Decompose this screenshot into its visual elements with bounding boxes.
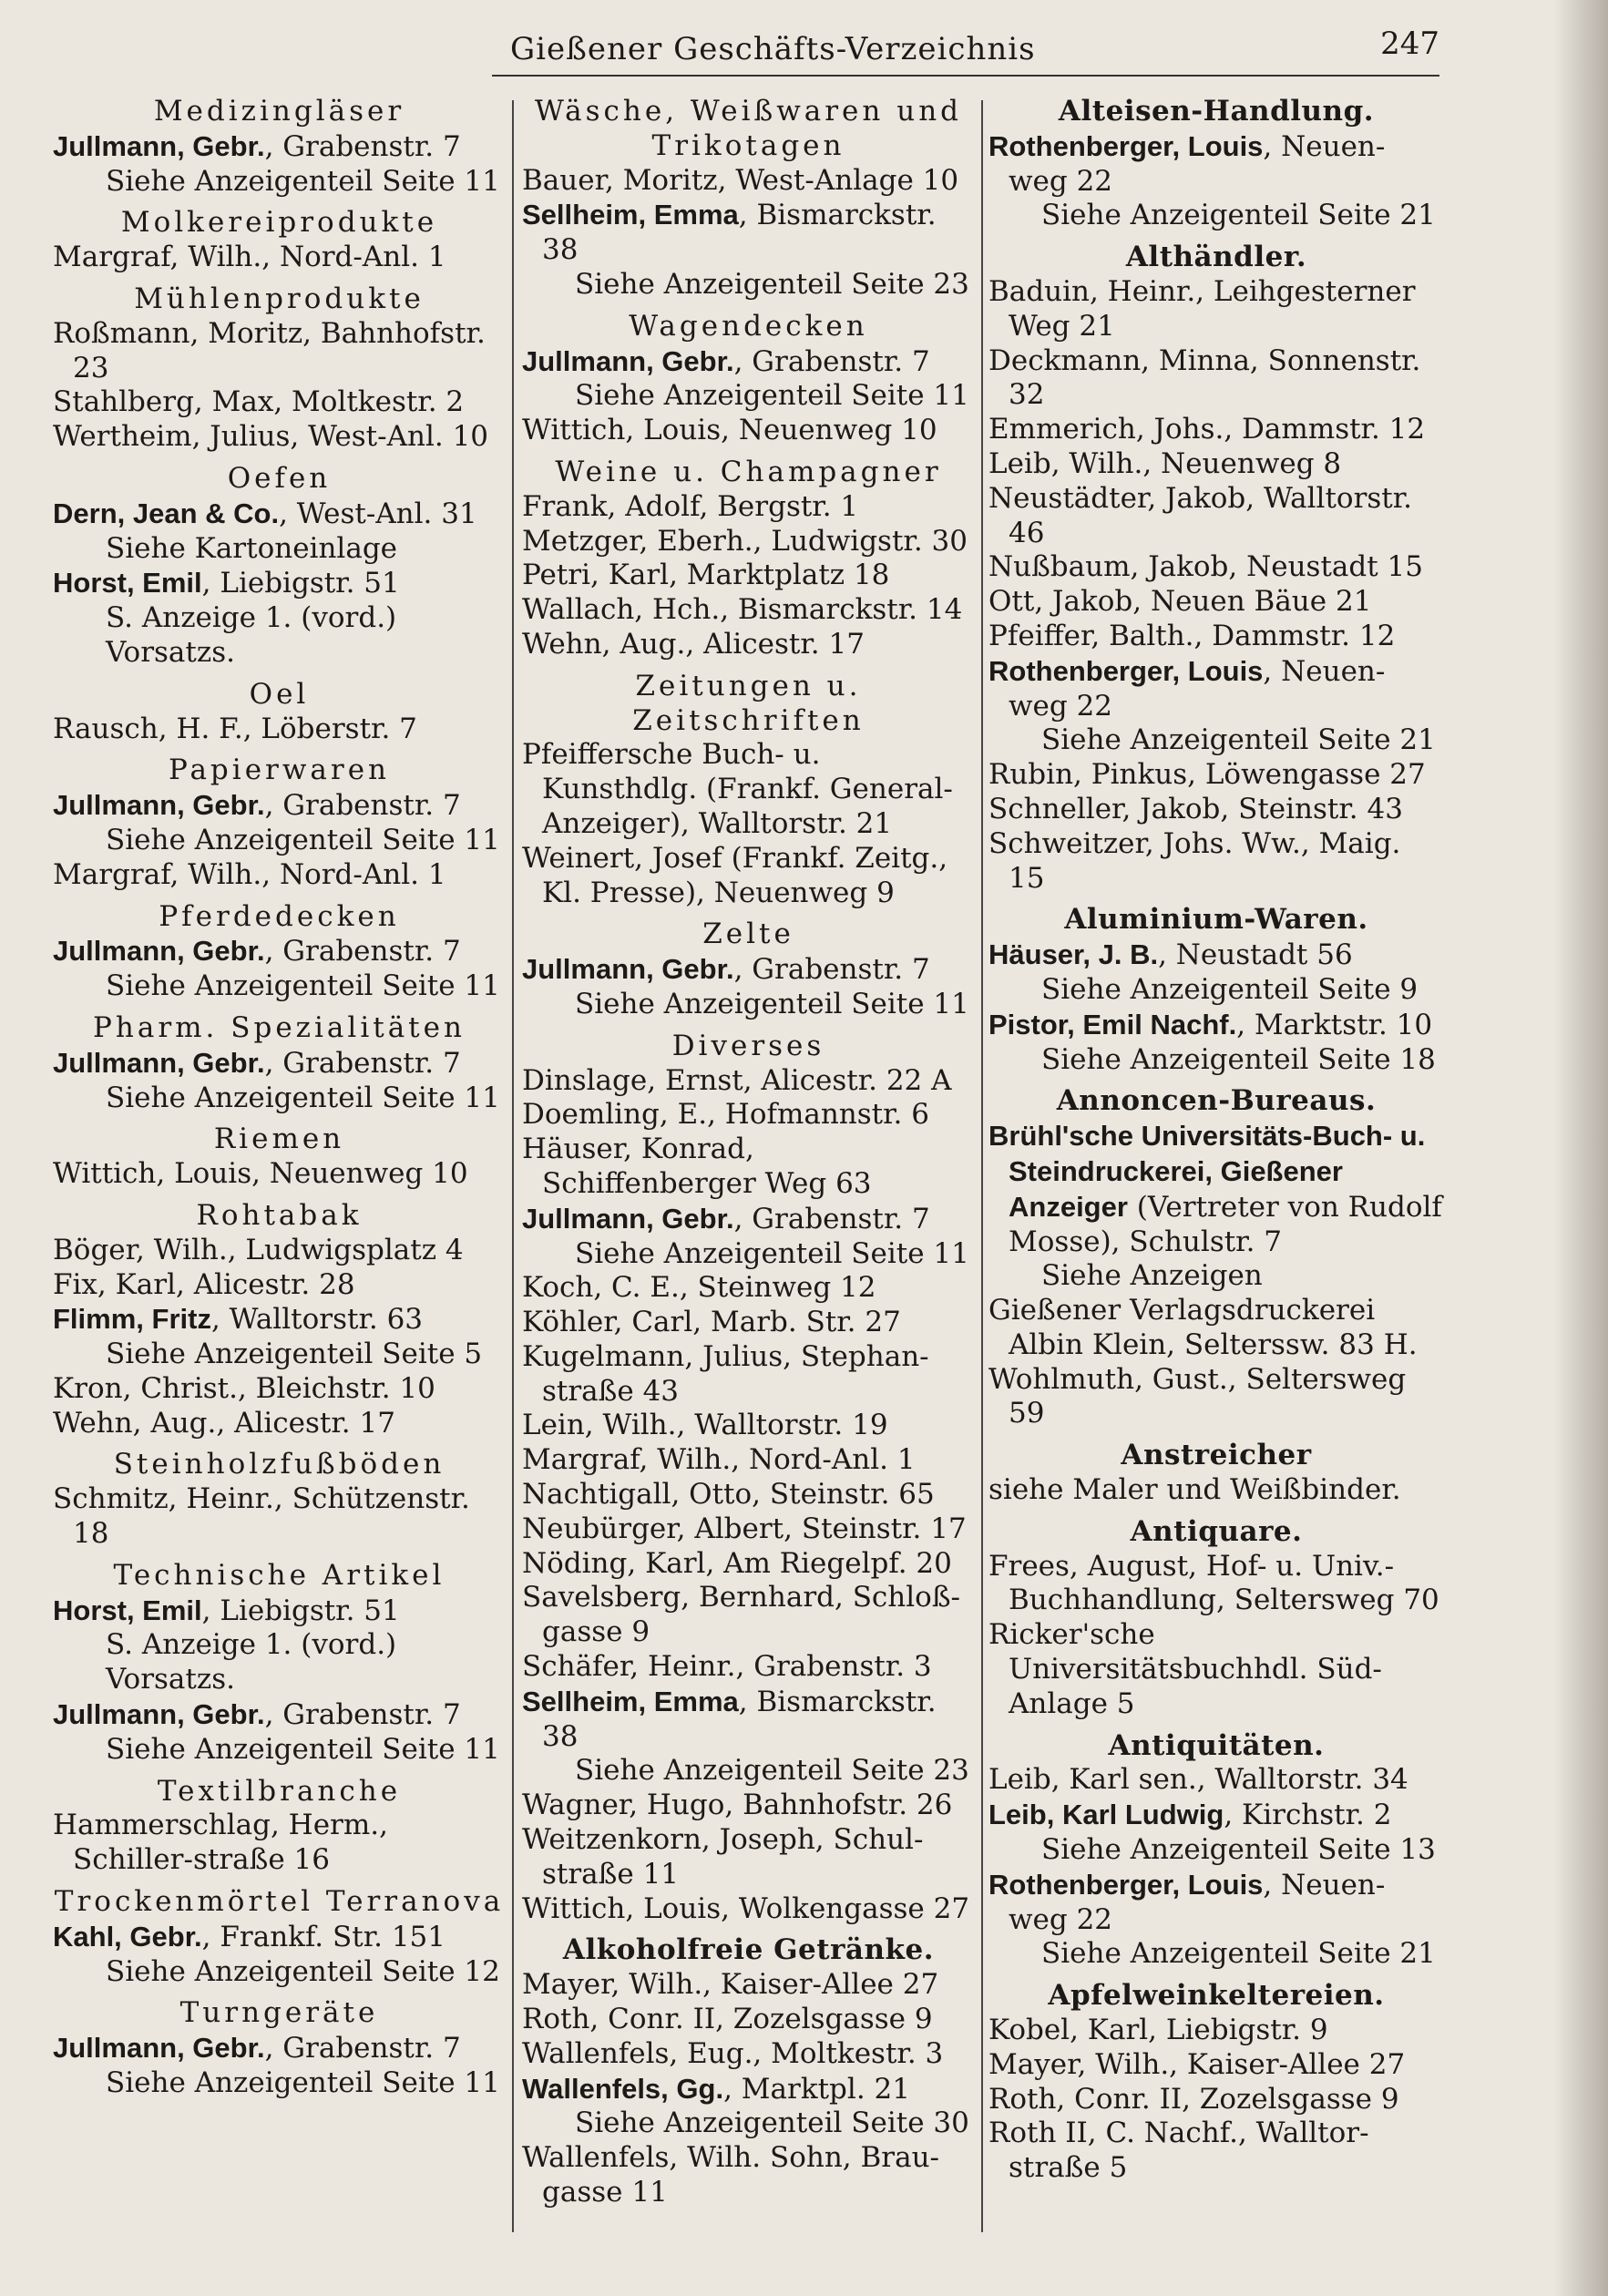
entry-text: Kron, Christ., Bleichstr. 10: [53, 1371, 435, 1405]
entry-name-bold: Jullmann, Gebr.: [53, 1698, 265, 1731]
directory-entry: [522, 1892, 975, 1927]
directory-entry: [522, 164, 975, 199]
entry-name-bold: Dern, Jean & Co.: [53, 497, 280, 529]
entry-text: , Grabenstr. 7: [264, 2032, 461, 2065]
directory-entry: [522, 1133, 975, 1202]
directory-entry: [53, 385, 506, 420]
entry-name-bold: Häuser, J. B.: [988, 938, 1159, 971]
directory-section: [53, 678, 506, 747]
directory-section: [522, 95, 975, 302]
directory-entry: [522, 2141, 975, 2210]
directory-entry: [522, 1968, 975, 2003]
entry-note: S. Anzeige 1. (vord.) Vorsatzs.: [106, 601, 397, 669]
entry-text: Schweitzer, Johs. Ww., Maig. 15: [988, 826, 1401, 895]
directory-entry: [522, 414, 975, 448]
column-divider: [512, 100, 514, 2232]
entry-note: Siehe Anzeigenteil Seite 21: [1041, 199, 1436, 232]
entry-note: S. Anzeige 1. (vord.) Vorsatzs.: [106, 1628, 397, 1696]
entry-text: Schneller, Jakob, Steinstr. 43: [988, 792, 1403, 825]
directory-section: [53, 206, 506, 275]
entry-name-bold: Flimm, Fritz: [53, 1303, 211, 1336]
directory-section: [53, 1199, 506, 1441]
directory-entry: [988, 758, 1444, 793]
directory-entry: [988, 585, 1444, 620]
directory-section: [988, 903, 1444, 1077]
entry-text: Petri, Karl, Marktplatz 18: [522, 559, 890, 592]
entry-text: , Neuen-weg 22: [1009, 654, 1386, 723]
entry-note: Siehe Anzeigenteil Seite 30: [575, 2106, 969, 2140]
entry-text: Wittich, Louis, Neuenweg 10: [53, 1157, 468, 1191]
section-heading: Wagendecken: [629, 309, 868, 343]
entry-text: Wittich, Louis, Neuenweg 10: [522, 414, 937, 447]
entry-text: , Neuen-weg 22: [1009, 1868, 1386, 1936]
directory-entry: [53, 566, 506, 601]
directory-entry: [53, 1482, 506, 1552]
entry-text: Leib, Karl sen., Walltorstr. 34: [988, 1763, 1408, 1797]
entry-text: , Grabenstr. 7: [733, 1202, 930, 1235]
directory-section: [53, 1122, 506, 1192]
directory-entry: [522, 1650, 975, 1685]
entry-text: Margraf, Wilh., Nord-Anl. 1: [53, 857, 446, 891]
entry-text: , Marktstr. 10: [1236, 1008, 1433, 1041]
section-heading: Trockenmörtel Terranova: [54, 1885, 505, 1919]
directory-entry: [988, 654, 1444, 724]
directory-section: [53, 462, 506, 671]
entry-text: Kobel, Karl, Liebigstr. 9: [988, 2014, 1328, 2047]
entry-text: Baduin, Heinr., Leihgesterner Weg 21: [988, 274, 1416, 343]
directory-section: [522, 456, 975, 662]
entry-name-bold: Jullmann, Gebr.: [53, 935, 265, 968]
section-heading: Molkereiprodukte: [120, 206, 438, 240]
directory-entry: [53, 241, 506, 275]
page-header: [510, 26, 1439, 80]
entry-text: , Neuen-weg 22: [1009, 129, 1386, 198]
entry-text: , Kirchstr. 2: [1224, 1799, 1392, 1832]
entry-text: Wehn, Aug., Alicestr. 17: [522, 627, 865, 661]
entry-text: Roth, Conr. II, Zozelsgasse 9: [988, 2082, 1399, 2116]
entry-text: Schäfer, Heinr., Grabenstr. 3: [522, 1650, 932, 1684]
directory-entry: [53, 1407, 506, 1441]
directory-section: [988, 95, 1444, 233]
entry-name-bold: Jullmann, Gebr.: [53, 789, 265, 822]
directory-section: [53, 282, 506, 455]
entry-name-bold: Sellheim, Emma: [522, 199, 739, 231]
section-heading: Pferdedecken: [159, 899, 400, 933]
entry-name-bold: Kahl, Gebr.: [53, 1920, 202, 1953]
entry-text: , Grabenstr. 7: [264, 1698, 461, 1732]
directory-entry: [53, 1234, 506, 1268]
section-heading: Alkoholfreie Getränke.: [562, 1933, 935, 1967]
section-heading: Rohtabak: [196, 1198, 363, 1232]
directory-entry: [522, 1271, 975, 1306]
entry-note: Siehe Anzeigenteil Seite 11: [106, 969, 500, 1003]
column-2: [522, 95, 975, 2263]
entry-text: Wallenfels, Eug., Moltkestr. 3: [522, 2036, 944, 2070]
directory-entry: [522, 525, 975, 559]
directory-entry: [53, 934, 506, 969]
directory-entry: [522, 738, 975, 841]
directory-entry: [53, 858, 506, 893]
entry-text: Weinert, Josef (Frankf. Zeitg., Kl. Presse), Neuenweg 9: [522, 841, 948, 909]
entry-text: Roth II, C. Nachf., Walltor-straße 5: [988, 2117, 1369, 2185]
entry-text: Köhler, Carl, Marb. Str. 27: [522, 1306, 901, 1339]
entry-text: Neustädter, Jakob, Walltorstr. 46: [988, 481, 1413, 549]
directory-entry: [522, 1581, 975, 1650]
entry-text: Nöding, Karl, Am Riegelpf. 20: [522, 1546, 952, 1580]
entry-note: Siehe Anzeigenteil Seite 12: [106, 1954, 500, 1988]
entry-text: Deckmann, Minna, Sonnenstr. 32: [988, 343, 1421, 412]
directory-entry: [53, 129, 506, 165]
section-heading: Medizingläser: [153, 95, 405, 128]
directory-entry: [53, 788, 506, 824]
directory-section: [53, 95, 506, 199]
entry-name-bold: Sellheim, Emma: [522, 1685, 739, 1717]
directory-entry: [53, 1920, 506, 1955]
column-1: [53, 95, 506, 2263]
entry-text: Pfeiffersche Buch- u. Kunsthdlg. (Frankf. General-Anzeiger), Walltorstr. 21: [522, 738, 953, 840]
entry-note: Siehe Anzeigenteil Seite 23: [575, 1754, 969, 1788]
entry-note: Siehe Anzeigenteil Seite 11: [106, 1081, 500, 1114]
directory-entry: [988, 793, 1444, 827]
directory-entry: [988, 827, 1444, 897]
entry-text: Gießener Verlagsdruckerei Albin Klein, Selterssw. 83 H.: [988, 1294, 1418, 1361]
directory-section: [988, 1084, 1444, 1431]
section-heading: Weine u. Champagner: [555, 455, 942, 488]
entry-text: Rausch, H. F., Löberstr. 7: [53, 712, 417, 745]
entry-text: , Frankf. Str. 151: [201, 1920, 446, 1953]
section-heading: Turngeräte: [179, 1996, 379, 2030]
directory-entry: [522, 952, 975, 988]
section-heading: Oel: [249, 677, 310, 711]
entry-text: Wertheim, Julius, West-Anl. 10: [53, 420, 489, 454]
entry-text: Ricker'sche Universitätsbuchhdl. Süd-Anlage 5: [988, 1618, 1382, 1720]
entry-text: Doemling, E., Hofmannstr. 6: [522, 1098, 929, 1132]
entry-text: Stahlberg, Max, Moltkestr. 2: [53, 385, 465, 419]
entry-name-bold: Jullmann, Gebr.: [53, 1046, 265, 1079]
entry-text: , Grabenstr. 7: [733, 953, 930, 987]
entry-text: Mayer, Wilh., Kaiser-Allee 27: [522, 1968, 939, 2002]
entry-text: Roth, Conr. II, Zozelsgasse 9: [522, 2003, 933, 2036]
directory-entry: [522, 1685, 975, 1755]
entry-text: Schmitz, Heinr., Schützenstr. 18: [53, 1482, 470, 1551]
entry-note: Siehe Anzeigenteil Seite 23: [575, 267, 969, 301]
section-heading: Apfelweinkeltereien.: [1048, 1979, 1385, 2013]
directory-entry: [988, 275, 1444, 344]
directory-entry: [988, 2083, 1444, 2117]
directory-section: [522, 310, 975, 448]
directory-entry: [522, 2037, 975, 2072]
entry-note: Siehe Anzeigenteil Seite 11: [575, 379, 969, 413]
entry-text: Nachtigall, Otto, Steinstr. 65: [522, 1478, 935, 1512]
directory-entry: [53, 1697, 506, 1733]
entry-name-bold: Jullmann, Gebr.: [522, 1202, 734, 1235]
header-rule: [492, 75, 1439, 77]
entry-text: Wehn, Aug., Alicestr. 17: [53, 1406, 395, 1440]
entry-text: Pfeiffer, Balth., Dammstr. 12: [988, 619, 1396, 652]
section-heading: Anstreicher: [1121, 1439, 1312, 1472]
directory-entry: [522, 842, 975, 911]
entry-text: , West-Anl. 31: [279, 497, 477, 530]
entry-name-bold: Rothenberger, Louis: [988, 654, 1264, 687]
directory-section: [53, 1559, 506, 1768]
entry-text: Mayer, Wilh., Kaiser-Allee 27: [988, 2047, 1406, 2081]
entry-note: Siehe Kartoneinlage: [106, 531, 398, 565]
directory-entry: [988, 413, 1444, 447]
directory-entry: [522, 1098, 975, 1133]
entry-name-bold: Pistor, Emil Nachf.: [988, 1008, 1237, 1040]
directory-entry: [522, 1547, 975, 1582]
entry-note: Siehe Anzeigen: [1041, 1259, 1263, 1293]
directory-section: [53, 1448, 506, 1551]
entry-text: siehe Maler und Weißbinder.: [988, 1473, 1401, 1507]
entry-text: , Walltorstr. 63: [210, 1303, 424, 1337]
entry-text: , Neustadt 56: [1158, 938, 1353, 972]
directory-entry: [53, 497, 506, 532]
directory-entry: [53, 1594, 506, 1629]
entry-note: Siehe Anzeigenteil Seite 11: [106, 2066, 500, 2100]
entry-name-bold: Rothenberger, Louis: [988, 129, 1264, 162]
entry-text: Böger, Wilh., Ludwigsplatz 4: [53, 1233, 464, 1266]
directory-entry: [53, 712, 506, 747]
section-heading: Althändler.: [1125, 241, 1307, 274]
directory-section: [53, 900, 506, 1004]
directory-entry: [53, 1046, 506, 1081]
entry-note: Siehe Anzeigenteil Seite 11: [575, 1236, 969, 1270]
entry-note: Siehe Anzeigenteil Seite 11: [106, 164, 500, 198]
entry-text: , Grabenstr. 7: [264, 1046, 461, 1080]
directory-entry: [988, 1119, 1444, 1259]
directory-entry: [522, 559, 975, 593]
entry-text: Savelsberg, Bernhard, Schloß-gasse 9: [522, 1581, 961, 1649]
section-heading: Textilbranche: [157, 1774, 402, 1808]
directory-entry: [522, 593, 975, 628]
section-heading: Annoncen-Bureaus.: [1056, 1084, 1377, 1118]
section-heading: Diverses: [671, 1029, 825, 1062]
entry-note: Siehe Anzeigenteil Seite 21: [1041, 723, 1436, 757]
entry-text: , Marktpl. 21: [723, 2072, 910, 2106]
entry-text: Weitzenkorn, Joseph, Schul-straße 11: [522, 1823, 924, 1891]
column-3: [988, 95, 1444, 2263]
entry-text: Koch, C. E., Steinweg 12: [522, 1271, 876, 1305]
directory-entry: [988, 1473, 1444, 1508]
page-number: 247: [1380, 26, 1439, 62]
section-heading: Zeitungen u. Zeitschriften: [632, 669, 865, 737]
directory-section: [522, 1030, 975, 1927]
directory-section: [988, 241, 1444, 896]
entry-text: Nußbaum, Jakob, Neustadt 15: [988, 550, 1423, 584]
section-heading: Pharm. Spezialitäten: [93, 1010, 466, 1044]
directory-entry: [522, 1443, 975, 1478]
directory-entry: [988, 2117, 1444, 2186]
section-heading: Riemen: [213, 1122, 345, 1156]
directory-section: [988, 1439, 1444, 1508]
directory-entry: [988, 938, 1444, 973]
directory-section: [988, 1729, 1444, 1973]
directory-entry: [522, 628, 975, 662]
directory-entry: [988, 1868, 1444, 1938]
directory-entry: [522, 1202, 975, 1237]
entry-note: Siehe Anzeigenteil Seite 9: [1041, 972, 1419, 1006]
entry-text: Roßmann, Moritz, Bahnhofstr. 23: [53, 316, 486, 384]
entry-name-bold: Jullmann, Gebr.: [53, 2032, 265, 2065]
entry-text: , Bismarckstr. 38: [542, 1685, 937, 1753]
entry-name-bold: Brühl'sche Universitäts-Buch- u. Steindruckerei, Gießener Anzeiger: [988, 1120, 1426, 1223]
entry-text: Leib, Wilh., Neuenweg 8: [988, 446, 1342, 480]
entry-name-bold: Jullmann, Gebr.: [522, 953, 734, 986]
directory-entry: [522, 1409, 975, 1443]
column-divider: [981, 100, 983, 2232]
directory-entry: [988, 447, 1444, 482]
section-heading: Wäsche, Weißwaren und Trikotagen: [534, 95, 963, 162]
section-heading: Technische Artikel: [113, 1558, 446, 1592]
directory-section: [522, 1933, 975, 2209]
entry-note: Siehe Anzeigenteil Seite 11: [106, 1732, 500, 1766]
entry-text: Wohlmuth, Gust., Seltersweg 59: [988, 1362, 1407, 1430]
entry-note: Siehe Anzeigenteil Seite 21: [1041, 1937, 1436, 1971]
entry-text: Häuser, Konrad, Schiffenberger Weg 63: [522, 1133, 872, 1200]
directory-entry: [522, 1306, 975, 1340]
directory-entry: [522, 2072, 975, 2107]
entry-note: Siehe Anzeigenteil Seite 18: [1041, 1042, 1436, 1076]
directory-entry: [988, 1763, 1444, 1798]
directory-section: [53, 1885, 506, 1989]
directory-entry: [522, 1823, 975, 1892]
directory-section: [53, 1775, 506, 1878]
directory-entry: [53, 317, 506, 386]
directory-entry: [522, 1512, 975, 1547]
entry-text: , Bismarckstr. 38: [542, 199, 937, 267]
entry-name-bold: Horst, Emil: [53, 1594, 202, 1626]
entry-text: Neubürger, Albert, Steinstr. 17: [522, 1512, 967, 1545]
directory-entry: [988, 550, 1444, 585]
entry-name-bold: Wallenfels, Gg.: [522, 2072, 724, 2105]
entry-name-bold: Leib, Karl Ludwig: [988, 1799, 1224, 1831]
entry-text: , Grabenstr. 7: [264, 789, 461, 823]
directory-entry: [988, 2048, 1444, 2083]
directory-entry: [988, 1618, 1444, 1721]
directory-entry: [988, 1798, 1444, 1833]
directory-section: [988, 1979, 1444, 2186]
entry-text: Emmerich, Johs., Dammstr. 12: [988, 413, 1426, 446]
entry-text: , Liebigstr. 51: [201, 1594, 400, 1627]
directory-entry: [988, 1363, 1444, 1432]
directory-entry: [53, 1302, 506, 1338]
entry-note: Siehe Anzeigenteil Seite 5: [106, 1338, 483, 1371]
entry-text: , Liebigstr. 51: [201, 567, 400, 600]
section-heading: Alteisen-Handlung.: [1058, 95, 1375, 128]
entry-text: Lein, Wilh., Walltorstr. 19: [522, 1409, 888, 1442]
directory-entry: [53, 1809, 506, 1878]
directory-entry: [522, 1340, 975, 1409]
section-heading: Papierwaren: [168, 753, 391, 787]
entry-note: Siehe Anzeigenteil Seite 11: [106, 823, 500, 856]
entry-text: , Grabenstr. 7: [264, 129, 461, 163]
directory-entry: [522, 1789, 975, 1823]
entry-text: Hammerschlag, Herm., Schiller-straße 16: [53, 1809, 388, 1877]
directory-entry: [53, 420, 506, 455]
entry-text: , Grabenstr. 7: [264, 935, 461, 969]
directory-entry: [53, 1268, 506, 1303]
entry-text: Rubin, Pinkus, Löwengasse 27: [988, 758, 1426, 792]
entry-text: Wallenfels, Wilh. Sohn, Brau-gasse 11: [522, 2141, 940, 2209]
directory-section: [53, 1996, 506, 2100]
directory-entry: [53, 1157, 506, 1192]
entry-text: Bauer, Moritz, West-Anlage 10: [522, 163, 959, 197]
directory-section: [53, 753, 506, 892]
section-heading: Antiquitäten.: [1108, 1728, 1325, 1762]
directory-entry: [988, 129, 1444, 200]
entry-text: Wittich, Louis, Wolkengasse 27: [522, 1891, 970, 1925]
directory-section: [53, 1011, 506, 1115]
directory-entry: [53, 1372, 506, 1407]
directory-entry: [988, 620, 1444, 654]
entry-name-bold: Jullmann, Gebr.: [53, 129, 265, 162]
entry-text: , Grabenstr. 7: [733, 344, 930, 378]
running-title: Gießener Geschäfts-Verzeichnis: [510, 31, 1036, 67]
directory-entry: [522, 198, 975, 268]
entry-name-bold: Rothenberger, Louis: [988, 1868, 1264, 1901]
directory-entry: [988, 1550, 1444, 1619]
directory-entry: [522, 1064, 975, 1099]
section-heading: Oefen: [227, 461, 332, 495]
entry-text: Frees, August, Hof- u. Univ.-Buchhandlung, Seltersweg 70: [988, 1549, 1439, 1617]
page-edge-shadow: [1553, 0, 1608, 2296]
directory-section: [522, 917, 975, 1021]
directory-entry: [988, 2014, 1444, 2048]
directory-entry: [988, 1008, 1444, 1043]
entry-text: Dinslage, Ernst, Alicestr. 22 A: [522, 1063, 952, 1097]
entry-text: Frank, Adolf, Bergstr. 1: [522, 489, 859, 523]
directory-entry: [522, 490, 975, 525]
directory-entry: [522, 344, 975, 380]
entry-name-bold: Jullmann, Gebr.: [522, 344, 734, 377]
entry-text: Fix, Karl, Alicestr. 28: [53, 1267, 355, 1301]
section-heading: Aluminium-Waren.: [1064, 903, 1368, 937]
entry-text: Metzger, Eberh., Ludwigstr. 30: [522, 524, 968, 558]
section-heading: Mühlenprodukte: [134, 282, 425, 315]
directory-entry: [522, 1478, 975, 1512]
directory-entry: [522, 2003, 975, 2037]
entry-text: Margraf, Wilh., Nord-Anl. 1: [522, 1443, 916, 1477]
directory-entry: [988, 1294, 1444, 1363]
entry-text: Kugelmann, Julius, Stephan-straße 43: [522, 1339, 929, 1408]
entry-text: (Vertreter von Rudolf Mosse), Schulstr. 7: [1009, 1190, 1442, 1258]
entry-text: Ott, Jakob, Neuen Bäue 21: [988, 585, 1372, 619]
directory-entry: [988, 344, 1444, 414]
directory-section: [988, 1515, 1444, 1722]
entry-note: Siehe Anzeigenteil Seite 13: [1041, 1833, 1436, 1867]
entry-text: Wagner, Hugo, Bahnhofstr. 26: [522, 1789, 953, 1822]
directory-entry: [53, 2031, 506, 2066]
section-heading: Zelte: [702, 917, 794, 951]
entry-name-bold: Horst, Emil: [53, 567, 202, 600]
section-heading: Antiquare.: [1130, 1514, 1303, 1548]
directory-section: [522, 670, 975, 911]
directory-entry: [988, 482, 1444, 551]
section-heading: Steinholzfußböden: [113, 1448, 446, 1481]
entry-text: Wallach, Hch., Bismarckstr. 14: [522, 593, 963, 627]
entry-text: Margraf, Wilh., Nord-Anl. 1: [53, 241, 446, 274]
entry-note: Siehe Anzeigenteil Seite 11: [575, 987, 969, 1020]
